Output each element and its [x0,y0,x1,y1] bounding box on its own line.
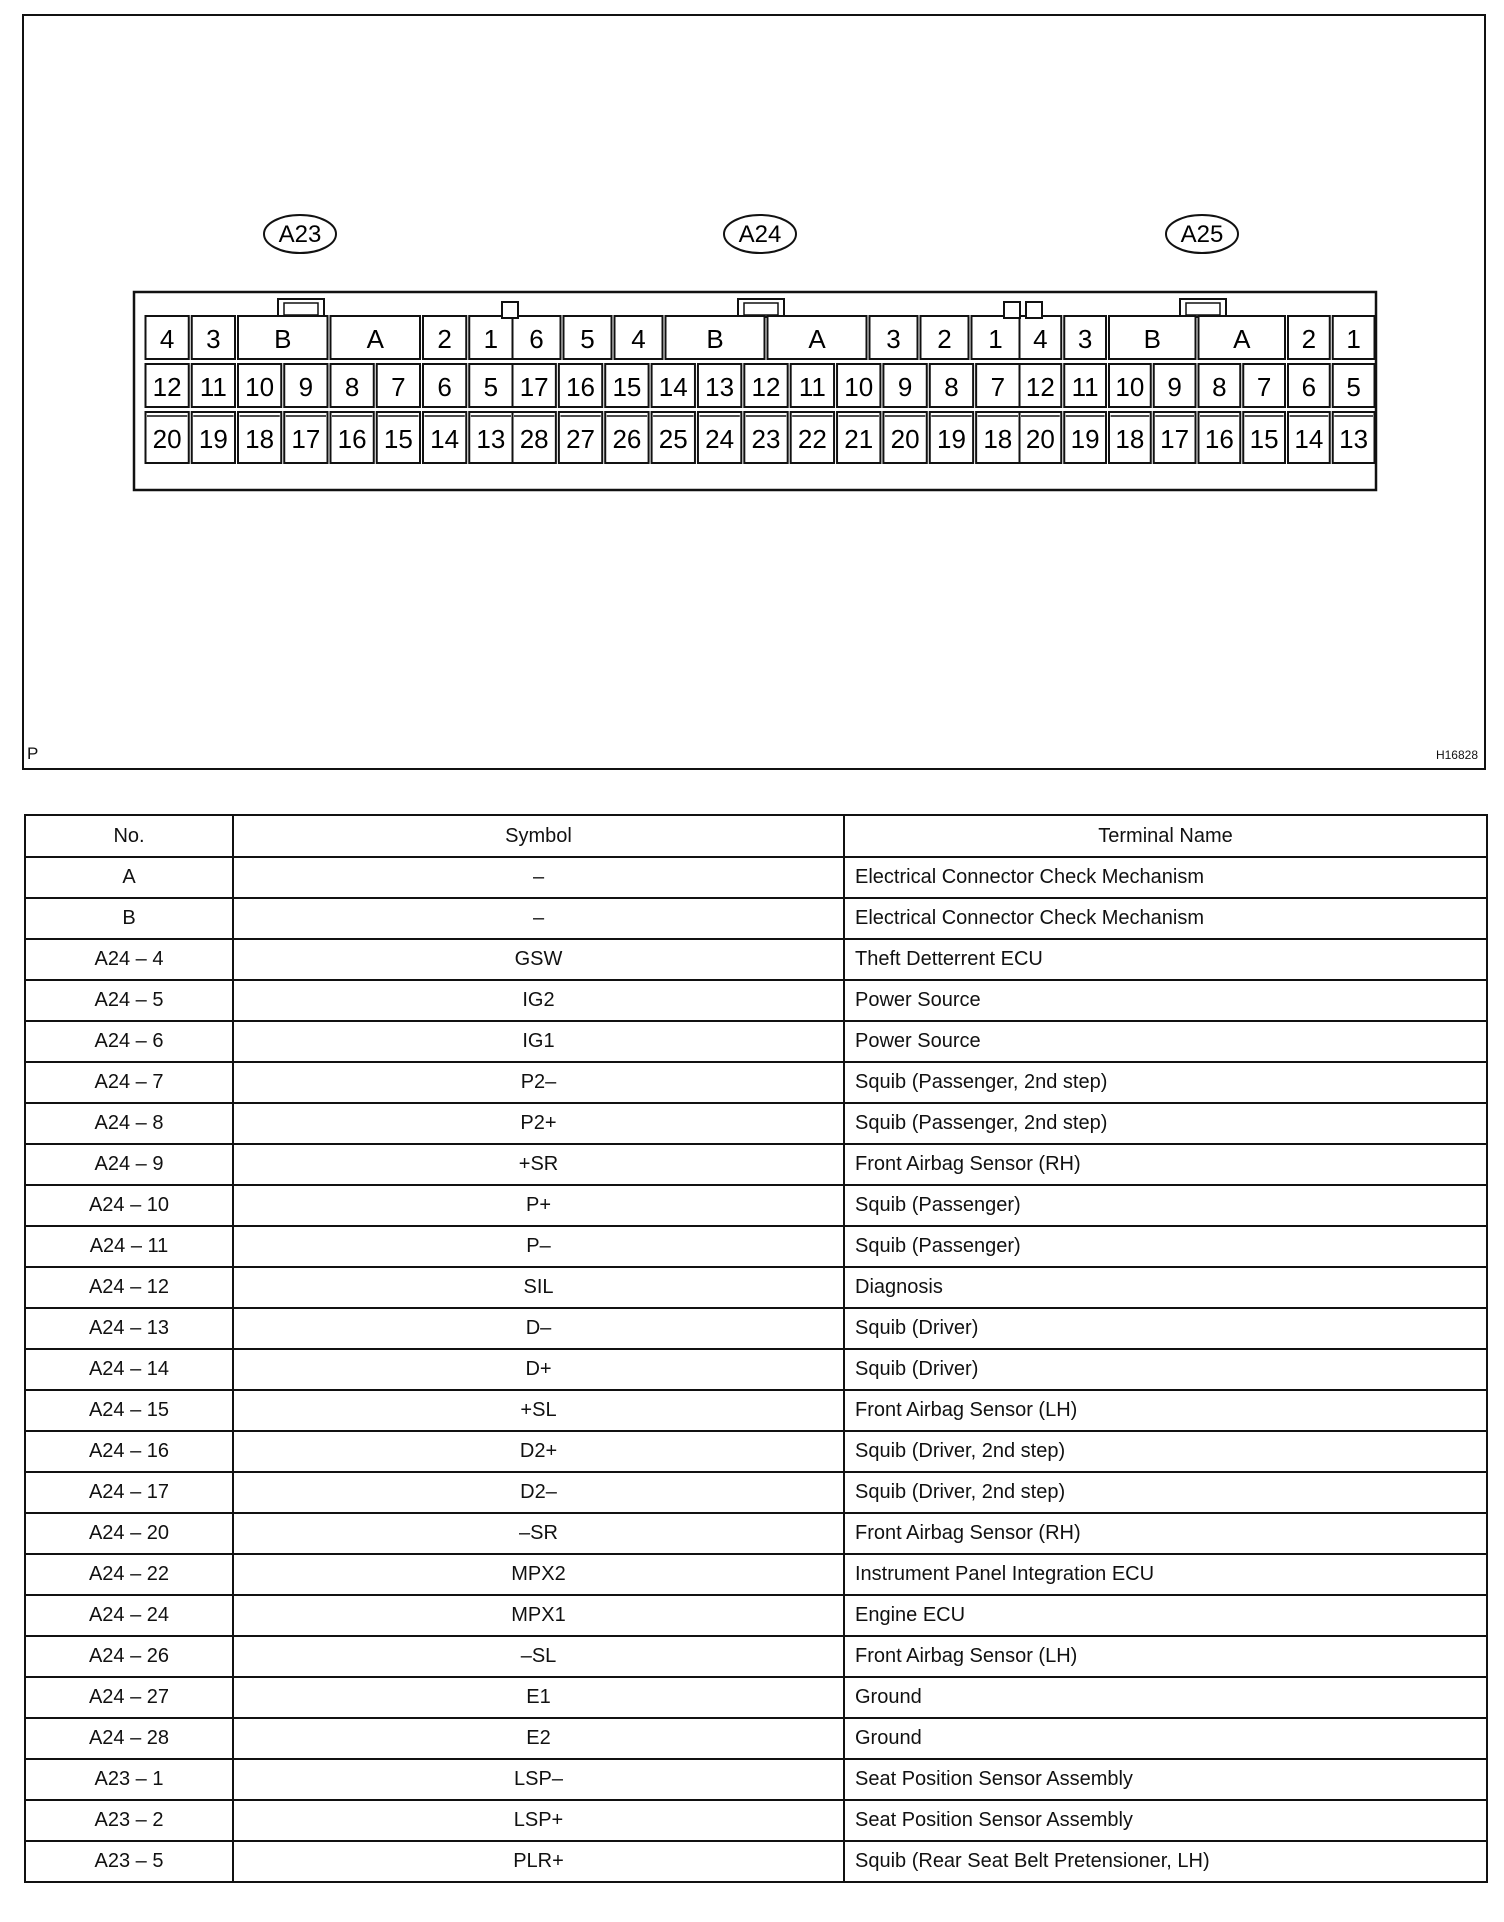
terminal-cell [972,316,1020,359]
cell-symbol: SIL [233,1267,844,1308]
terminal-cell [837,364,880,407]
terminal-number: 15 [612,372,642,402]
cell-terminal-name: Front Airbag Sensor (RH) [844,1144,1487,1185]
terminal-number: 7 [990,372,1006,402]
terminal-number: 23 [751,424,781,454]
terminal-number: 11 [199,372,227,402]
cell-symbol: GSW [233,939,844,980]
terminal-number: 16 [566,372,596,402]
terminal-number: 5 [483,372,499,402]
terminal-cell [1333,412,1375,463]
terminal-number: 6 [529,324,544,354]
table-row [25,1308,1487,1349]
cell-no: A24 – 15 [25,1390,233,1431]
terminal-number: 10 [245,372,275,402]
cell-no: A24 – 5 [25,980,233,1021]
terminal-cell [192,412,235,463]
cell-symbol: +SL [233,1390,844,1431]
connector-a23 [146,215,513,463]
terminal-cell [331,364,374,407]
table-row [25,1062,1487,1103]
terminal-cell [513,316,561,359]
table-row [25,898,1487,939]
cell-terminal-name: Squib (Driver) [844,1349,1487,1390]
terminal-cell [1064,316,1106,359]
terminal-cell [870,316,918,359]
terminal-cell [744,412,787,463]
terminal-number: 4 [1033,324,1048,354]
cell-symbol: IG2 [233,980,844,1021]
cell-no: A24 – 11 [25,1226,233,1267]
terminal-number: 22 [797,424,827,454]
terminal-number: 17 [519,372,549,402]
header-symbol: Symbol [233,815,844,857]
cell-terminal-name: Electrical Connector Check Mechanism [844,857,1487,898]
terminal-cell [238,412,281,463]
terminal-cell [238,364,281,407]
terminal-cell [1109,364,1151,407]
terminal-cell [921,316,969,359]
cell-symbol: –SL [233,1636,844,1677]
terminal-number: B [706,324,724,354]
terminal-number: 4 [631,324,646,354]
cell-no: A24 – 28 [25,1718,233,1759]
terminal-cell [1288,412,1330,463]
connector-label: A23 [278,221,322,248]
terminal-number: 2 [1301,324,1317,354]
table-row [25,1841,1487,1882]
terminal-number: 11 [1071,372,1099,402]
table-row [25,1226,1487,1267]
connector-a25 [1020,215,1375,463]
cell-terminal-name: Ground [844,1677,1487,1718]
table-row [25,1390,1487,1431]
terminal-cell [652,364,695,407]
terminal-number: 14 [430,424,460,454]
terminal-number: 9 [897,372,913,402]
terminal-number: 6 [437,372,452,402]
terminal-number: 19 [1070,424,1100,454]
cell-terminal-name: Seat Position Sensor Assembly [844,1800,1487,1841]
cell-terminal-name: Theft Detterrent ECU [844,939,1487,980]
table-row [25,1718,1487,1759]
terminal-cell [1154,364,1196,407]
table-row [25,857,1487,898]
cell-no: A24 – 14 [25,1349,233,1390]
terminal-cell [1333,364,1375,407]
terminal-cell [469,364,512,407]
cell-symbol: P– [233,1226,844,1267]
terminal-cell [146,412,189,463]
cell-terminal-name: Ground [844,1718,1487,1759]
cell-terminal-name: Squib (Passenger) [844,1226,1487,1267]
terminal-cell [698,364,741,407]
terminal-cell [1199,316,1286,359]
terminal-number: 8 [944,372,959,402]
cell-terminal-name: Squib (Rear Seat Belt Pretensioner, LH) [844,1841,1487,1882]
latch-square [502,302,518,318]
terminal-number: 8 [344,372,360,402]
table-row [25,980,1487,1021]
cell-symbol: E2 [233,1718,844,1759]
terminal-number: 1 [483,324,499,354]
terminal-cell [513,364,556,407]
terminal-number: 17 [291,424,321,454]
terminal-number: 27 [566,424,596,454]
cell-terminal-name: Squib (Driver, 2nd step) [844,1472,1487,1513]
cell-no: A24 – 12 [25,1267,233,1308]
terminal-cell [1288,364,1330,407]
terminal-cell [284,364,327,407]
table-row [25,1021,1487,1062]
connector-diagram [22,14,1486,770]
terminal-cell [837,412,880,463]
terminal-number: 5 [1346,372,1361,402]
terminal-cell [652,412,695,463]
cell-terminal-name: Front Airbag Sensor (RH) [844,1513,1487,1554]
cell-no: B [25,898,233,939]
cell-symbol: – [233,898,844,939]
table-body [25,857,1487,1882]
terminal-cell [238,316,328,359]
cell-symbol: – [233,857,844,898]
cell-terminal-name: Squib (Driver) [844,1308,1487,1349]
terminal-cell [605,412,648,463]
terminal-cell [930,364,973,407]
cell-terminal-name: Instrument Panel Integration ECU [844,1554,1487,1595]
terminal-number: 7 [1256,372,1272,402]
cell-terminal-name: Engine ECU [844,1595,1487,1636]
terminal-cell [423,364,466,407]
terminal-number: 11 [798,372,826,402]
cell-terminal-name: Power Source [844,1021,1487,1062]
terminal-cell [1199,364,1241,407]
terminal-number: 24 [705,424,735,454]
terminal-number: 12 [751,372,781,402]
terminal-cell [698,412,741,463]
latch-square [1004,302,1020,318]
cell-no: A24 – 17 [25,1472,233,1513]
cell-terminal-name: Squib (Passenger) [844,1185,1487,1226]
terminal-number: 3 [206,324,221,354]
cell-symbol: LSP– [233,1759,844,1800]
terminal-number: 10 [844,372,874,402]
terminal-cell [1020,364,1062,407]
terminal-number: 9 [298,372,314,402]
terminal-cell [284,412,327,463]
terminal-cell [146,316,189,359]
cell-no: A23 – 2 [25,1800,233,1841]
terminal-number: 13 [476,424,506,454]
terminal-cell [469,412,512,463]
cell-no: A24 – 20 [25,1513,233,1554]
figure-id: H16828 [1435,748,1478,762]
cell-terminal-name: Electrical Connector Check Mechanism [844,898,1487,939]
terminal-number: 12 [152,372,182,402]
terminal-number: A [1233,324,1251,354]
terminal-number: B [274,324,292,354]
cell-symbol: +SR [233,1144,844,1185]
cell-no: A24 – 16 [25,1431,233,1472]
terminal-number: 6 [1301,372,1317,402]
terminal-cell [192,316,235,359]
terminal-cell [192,364,235,407]
terminal-cell [423,316,466,359]
cell-no: A24 – 4 [25,939,233,980]
terminal-number: 14 [658,372,688,402]
cell-no: A24 – 6 [25,1021,233,1062]
terminal-number: 19 [936,424,966,454]
terminal-cell [791,364,834,407]
terminal-number: A [366,324,384,354]
cell-no: A24 – 22 [25,1554,233,1595]
terminal-number: 10 [1115,372,1145,402]
cell-symbol: D2+ [233,1431,844,1472]
terminal-number: 13 [705,372,735,402]
terminal-number: 18 [1115,424,1145,454]
terminal-number: 8 [1212,372,1227,402]
terminal-cell [744,364,787,407]
cell-no: A24 – 8 [25,1103,233,1144]
terminal-table [24,814,1488,1883]
terminal-cell [559,412,602,463]
terminal-cell [513,412,556,463]
table-row [25,1349,1487,1390]
terminal-cell [1243,364,1285,407]
terminal-cell [564,316,612,359]
cell-terminal-name: Diagnosis [844,1267,1487,1308]
cell-symbol: D+ [233,1349,844,1390]
cell-no: A [25,857,233,898]
terminal-number: 15 [383,424,413,454]
terminal-cell [423,412,466,463]
cell-symbol: PLR+ [233,1841,844,1882]
terminal-cell [1109,412,1151,463]
terminal-number: 20 [152,424,182,454]
cell-symbol: D2– [233,1472,844,1513]
cell-symbol: MPX1 [233,1595,844,1636]
terminal-number: 1 [1346,324,1361,354]
connector-label: A24 [738,221,782,248]
terminal-number: 2 [937,324,952,354]
cell-no: A24 – 10 [25,1185,233,1226]
terminal-number: 19 [198,424,228,454]
corner-label-left: P [27,744,39,763]
terminal-number: 3 [1077,324,1093,354]
cell-no: A23 – 1 [25,1759,233,1800]
cell-terminal-name: Front Airbag Sensor (LH) [844,1636,1487,1677]
cell-terminal-name: Squib (Passenger, 2nd step) [844,1103,1487,1144]
table-row [25,1185,1487,1226]
cell-no: A24 – 27 [25,1677,233,1718]
table-row [25,1677,1487,1718]
terminal-number: 2 [437,324,452,354]
table-header-row [25,815,1487,857]
terminal-number: 18 [983,424,1013,454]
cell-terminal-name: Power Source [844,980,1487,1021]
terminal-cell [1243,412,1285,463]
table-row [25,1431,1487,1472]
terminal-number: B [1143,324,1161,354]
terminal-cell [1288,316,1330,359]
terminal-number: 21 [844,424,874,454]
table-row [25,939,1487,980]
connector-a24 [513,215,1020,463]
table-row [25,1103,1487,1144]
terminal-number: 20 [890,424,920,454]
terminal-cell [559,364,602,407]
cell-terminal-name: Front Airbag Sensor (LH) [844,1390,1487,1431]
terminal-number: 26 [612,424,642,454]
terminal-number: 9 [1167,372,1182,402]
terminal-cell [666,316,765,359]
terminal-number: 4 [159,324,175,354]
terminal-cell [1020,316,1062,359]
terminal-number: A [808,324,826,354]
terminal-number: 7 [391,372,406,402]
cell-symbol: P2– [233,1062,844,1103]
table-row [25,1554,1487,1595]
table-row [25,1759,1487,1800]
table-row [25,1800,1487,1841]
table-row [25,1595,1487,1636]
terminal-number: 16 [337,424,367,454]
terminal-number: 17 [1160,424,1190,454]
table-row [25,1636,1487,1677]
terminal-cell [469,316,512,359]
terminal-number: 25 [658,424,688,454]
cell-no: A23 – 5 [25,1841,233,1882]
cell-symbol: IG1 [233,1021,844,1062]
cell-no: A24 – 13 [25,1308,233,1349]
cell-no: A24 – 26 [25,1636,233,1677]
cell-symbol: D– [233,1308,844,1349]
terminal-number: 15 [1249,424,1279,454]
terminal-cell [146,364,189,407]
connector-drawing [24,16,1484,768]
terminal-cell [1064,412,1106,463]
terminal-cell [976,412,1019,463]
terminal-cell [791,412,834,463]
table-row [25,1513,1487,1554]
cell-symbol: P2+ [233,1103,844,1144]
table-row [25,1144,1487,1185]
terminal-cell [883,412,926,463]
cell-no: A24 – 7 [25,1062,233,1103]
terminal-number: 1 [988,324,1003,354]
cell-no: A24 – 9 [25,1144,233,1185]
terminal-cell [930,412,973,463]
terminal-number: 14 [1294,424,1324,454]
cell-symbol: P+ [233,1185,844,1226]
terminal-cell [331,316,421,359]
connector-label: A25 [1180,221,1224,248]
cell-terminal-name: Seat Position Sensor Assembly [844,1759,1487,1800]
table-row [25,1472,1487,1513]
terminal-cell [1109,316,1196,359]
terminal-number: 5 [580,324,595,354]
terminal-number: 13 [1339,424,1369,454]
terminal-cell [768,316,867,359]
terminal-cell [1064,364,1106,407]
terminal-number: 12 [1025,372,1055,402]
table-row [25,1267,1487,1308]
terminal-cell [377,364,420,407]
terminal-cell [1333,316,1375,359]
terminal-number: 3 [886,324,901,354]
cell-symbol: MPX2 [233,1554,844,1595]
latch-square [1026,302,1042,318]
terminal-number: 16 [1204,424,1234,454]
cell-terminal-name: Squib (Driver, 2nd step) [844,1431,1487,1472]
cell-no: A24 – 24 [25,1595,233,1636]
terminal-cell [883,364,926,407]
cell-terminal-name: Squib (Passenger, 2nd step) [844,1062,1487,1103]
terminal-cell [615,316,663,359]
header-no: No. [25,815,233,857]
terminal-cell [1020,412,1062,463]
terminal-cell [976,364,1019,407]
terminal-number: 28 [519,424,549,454]
header-terminal-name: Terminal Name [844,815,1487,857]
cell-symbol: –SR [233,1513,844,1554]
terminal-cell [331,412,374,463]
terminal-number: 18 [245,424,275,454]
terminal-cell [1199,412,1241,463]
terminal-cell [1154,412,1196,463]
cell-symbol: E1 [233,1677,844,1718]
cell-symbol: LSP+ [233,1800,844,1841]
terminal-number: 20 [1025,424,1055,454]
terminal-cell [605,364,648,407]
terminal-cell [377,412,420,463]
